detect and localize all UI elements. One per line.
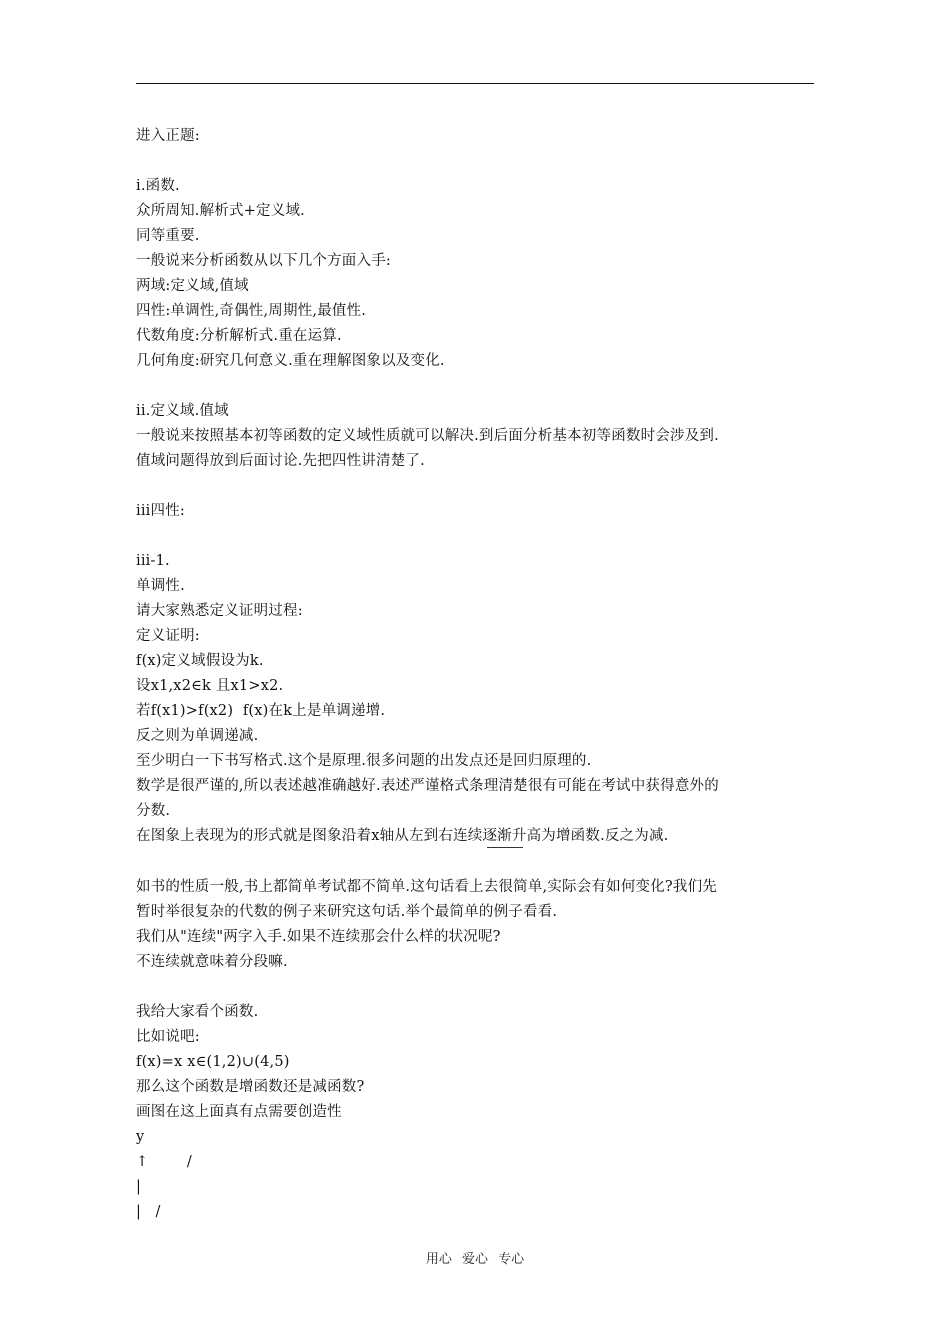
section-iii-1-heading: iii-1. bbox=[136, 553, 170, 569]
section-ii-line: 一般说来按照基本初等函数的定义域性质就可以解决.到后面分析基本初等函数时会涉及到. bbox=[136, 428, 719, 444]
ascii-graph-line: | bbox=[136, 1179, 142, 1195]
section-ii-heading: ii.定义域.值域 bbox=[136, 403, 229, 419]
ascii-graph bbox=[136, 1125, 826, 1225]
section-iii-1-line: 反之则为单调递减. bbox=[136, 728, 259, 744]
section-iii-1-line: 在图象上表现为的形式就是图象沿着x轴从左到右连续逐渐升高为增函数.反之为减. bbox=[136, 828, 669, 844]
intro-line: 进入正题: bbox=[136, 128, 200, 144]
blank-line bbox=[136, 474, 826, 499]
discussion-line: 我们从"连续"两字入手.如果不连续那会什么样的状况呢? bbox=[136, 929, 501, 945]
discussion-line: 不连续就意味着分段嘛. bbox=[136, 954, 288, 970]
underline-mark bbox=[487, 847, 523, 848]
blank-line bbox=[136, 149, 826, 174]
blank-line bbox=[136, 975, 826, 1000]
ascii-graph-line: y bbox=[136, 1129, 145, 1145]
ascii-graph-line: ↑ / bbox=[136, 1154, 192, 1170]
section-iii-1-line: 设x1,x2∈k 且x1>x2. bbox=[136, 678, 284, 694]
section-i-heading: i.函数. bbox=[136, 178, 180, 194]
section-iii-1-line: f(x)定义域假设为k. bbox=[136, 653, 264, 669]
discussion-line: 暂时举很复杂的代数的例子来研究这句话.举个最简单的例子看看. bbox=[136, 904, 558, 920]
section-i-line: 一般说来分析函数从以下几个方面入手: bbox=[136, 253, 391, 269]
example-formula: f(x)=x x∈(1,2)∪(4,5) bbox=[136, 1054, 290, 1070]
section-i-line: 两域:定义域,值域 bbox=[136, 278, 249, 294]
section-iii-1-line: 单调性. bbox=[136, 578, 185, 594]
example-line: 我给大家看个函数. bbox=[136, 1004, 259, 1020]
section-i-line: 同等重要. bbox=[136, 228, 200, 244]
section-iii-heading: iii四性: bbox=[136, 503, 185, 519]
section-iii-1-line: 数学是很严谨的,所以表述越准确越好.表述严谨格式条理清楚很有可能在考试中获得意外的 bbox=[136, 778, 719, 794]
blank-line bbox=[136, 374, 826, 399]
ascii-graph-line: | / bbox=[136, 1204, 161, 1220]
section-i-line: 代数角度:分析解析式.重在运算. bbox=[136, 328, 342, 344]
discussion-line: 如书的性质一般,书上都简单考试都不简单.这句话看上去很简单,实际会有如何变化?我们先 bbox=[136, 879, 717, 895]
section-iii-1-line: 若f(x1)>f(x2) f(x)在k上是单调递增. bbox=[136, 703, 386, 719]
page-footer: 用心 爱心 专心 bbox=[425, 1252, 525, 1267]
section-ii-line: 值域问题得放到后面讨论.先把四性讲清楚了. bbox=[136, 453, 425, 469]
section-i-line: 众所周知.解析式+定义域. bbox=[136, 203, 305, 219]
section-iii-1-line: 分数. bbox=[136, 803, 171, 819]
section-iii-1-line: 至少明白一下书写格式.这个是原理.很多问题的出发点还是回归原理的. bbox=[136, 753, 592, 769]
example-line: 画图在这上面真有点需要创造性 bbox=[136, 1104, 342, 1120]
header-rule bbox=[136, 83, 814, 84]
document-body bbox=[136, 124, 826, 1225]
section-i-line: 四性:单调性,奇偶性,周期性,最值性. bbox=[136, 303, 367, 319]
section-iii-1-line: 定义证明: bbox=[136, 628, 200, 644]
section-i-line: 几何角度:研究几何意义.重在理解图象以及变化. bbox=[136, 353, 445, 369]
example-line: 那么这个函数是增函数还是减函数? bbox=[136, 1079, 365, 1095]
section-iii-1-line: 请大家熟悉定义证明过程: bbox=[136, 603, 303, 619]
example-line: 比如说吧: bbox=[136, 1029, 200, 1045]
blank-line bbox=[136, 524, 826, 549]
blank-line bbox=[136, 850, 826, 875]
